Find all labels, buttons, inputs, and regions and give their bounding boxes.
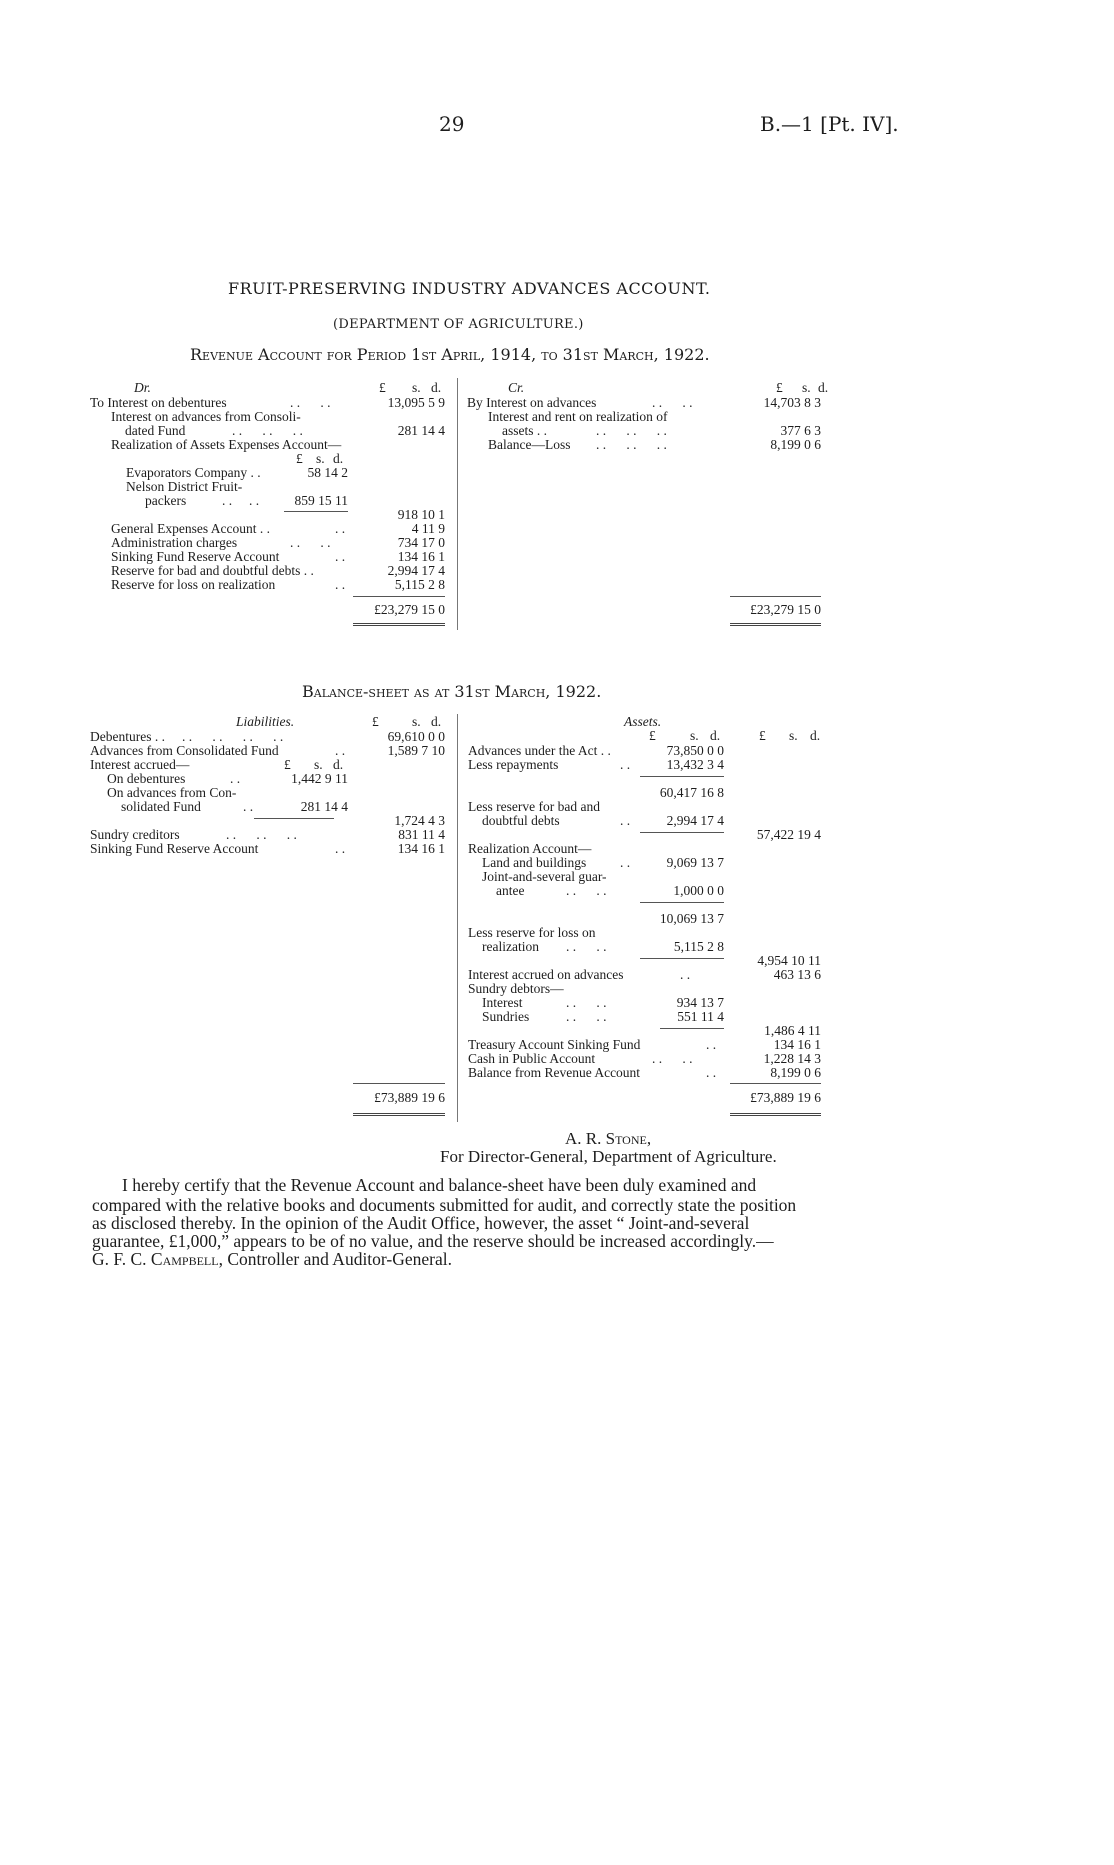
- total-double-rule: [353, 1113, 445, 1116]
- subtotal-rule: [640, 902, 724, 903]
- assets-interest: Interest: [482, 995, 523, 1010]
- assets-land-amount: 9,069 13 7: [666, 855, 724, 870]
- assets-less-repayments: Less repayments: [468, 757, 559, 772]
- assets-less-reserve-loss: Less reserve for loss on: [468, 925, 596, 940]
- dr-reserve-bad-amount: 2,994 17 4: [387, 563, 445, 578]
- assets-land: Land and buildings: [482, 855, 587, 870]
- liab-sinking-amount: 134 16 1: [397, 841, 445, 856]
- cr-interest-advances: By Interest on advances: [467, 395, 597, 410]
- leader-dots: . . . .: [566, 883, 607, 898]
- liab-sundry-creditors: Sundry creditors: [90, 827, 180, 842]
- liab-sundry-creditors-amount: 831 11 4: [398, 827, 445, 842]
- liab-on-advances-amount: 281 14 4: [300, 799, 348, 814]
- leader-dots: . .: [243, 799, 254, 814]
- certificate-line-3: as disclosed thereby. In the opinion of the Audit Office, however, the asset “ Joint-and-several: [92, 1213, 750, 1233]
- assets-cash: Cash in Public Account: [468, 1051, 596, 1066]
- assets-label: Assets.: [624, 714, 662, 729]
- dr-interest-advances: Interest on advances from Consoli-: [111, 409, 301, 424]
- dr-reserve-loss: Reserve for loss on realization: [111, 577, 276, 592]
- assets-advances-act: Advances under the Act . .: [468, 743, 611, 758]
- dr-sinking-amount: 134 16 1: [397, 549, 445, 564]
- total-double-rule: [730, 623, 821, 626]
- assets-balance-revenue-amount: 8,199 0 6: [770, 1065, 821, 1080]
- liab-advances-amount: 1,589 7 10: [387, 743, 445, 758]
- assets-joint-amount: 1,000 0 0: [673, 883, 724, 898]
- subtotal-rule: [254, 818, 334, 819]
- leader-dots: . .: [680, 967, 691, 982]
- dr-interest-advances-amount: 281 14 4: [397, 423, 445, 438]
- leader-dots: . .: [620, 813, 631, 828]
- assets-realization: Realization Account—: [468, 841, 592, 856]
- assets-less-reserve-bad-amount: 2,994 17 4: [666, 813, 724, 828]
- cr-interest-rent-cont: assets . .: [502, 423, 547, 438]
- liab-sinking: Sinking Fund Reserve Account: [90, 841, 259, 856]
- leader-dots: . . . .: [222, 493, 260, 508]
- leader-dots: . .: [620, 757, 631, 772]
- dr-sinking: Sinking Fund Reserve Account: [111, 549, 280, 564]
- dr-interest-advances-cont: dated Fund: [125, 423, 186, 438]
- dr-evaporators: Evaporators Company . .: [126, 465, 261, 480]
- assets-less-reserve-bad-cont: doubtful debts: [482, 813, 560, 828]
- dr-sub-pounds: £: [296, 451, 303, 466]
- dr-nelson-amount: 859 15 11: [294, 493, 348, 508]
- leader-dots: . . . .: [290, 535, 331, 550]
- liab-sub-shillings: s.: [314, 757, 323, 772]
- dr-general-expenses-amount: 4 11 9: [411, 521, 445, 536]
- total-rule: [353, 1083, 445, 1084]
- page-number: 29: [439, 112, 465, 136]
- total-double-rule: [730, 1113, 821, 1116]
- dr-interest-debentures-amount: 13,095 5 9: [387, 395, 445, 410]
- leader-dots: . .: [230, 771, 241, 786]
- leader-dots: . . . . . .: [596, 437, 667, 452]
- department-subtitle: (DEPARTMENT OF AGRICULTURE.): [333, 317, 584, 332]
- assets-col2-pounds: £: [759, 728, 766, 743]
- leader-dots: . . . .: [566, 939, 607, 954]
- dr-total: £23,279 15 0: [374, 602, 445, 617]
- liab-interest-total: 1,724 4 3: [394, 813, 445, 828]
- leader-dots: . . . .: [652, 1051, 693, 1066]
- leader-dots: . . . .: [290, 395, 331, 410]
- leader-dots: . . . . . .: [226, 827, 297, 842]
- assets-sundry-debtors: Sundry debtors—: [468, 981, 564, 996]
- assets-treasury-amount: 134 16 1: [773, 1037, 821, 1052]
- leader-dots: . . . . . . . .: [182, 729, 284, 744]
- assets-treasury: Treasury Account Sinking Fund: [468, 1037, 641, 1052]
- dr-label: Dr.: [134, 380, 151, 395]
- dr-interest-debentures: To Interest on debentures: [90, 395, 227, 410]
- dr-sub-pence: d.: [333, 451, 344, 466]
- balance-heading: Balance-sheet as at 31st March, 1922.: [302, 682, 602, 701]
- assets-joint-cont: antee: [496, 883, 525, 898]
- liab-col-pence: d.: [431, 714, 442, 729]
- cr-interest-rent-amount: 377 6 3: [780, 423, 821, 438]
- cr-balance-loss-amount: 8,199 0 6: [770, 437, 821, 452]
- liab-debentures-amount: 69,610 0 0: [387, 729, 445, 744]
- assets-realization-net: 4,954 10 11: [757, 953, 821, 968]
- certificate-signer: G. F. C. Campbell,: [92, 1249, 223, 1269]
- assets-sundries-amount: 551 11 4: [677, 1009, 724, 1024]
- liab-total: £73,889 19 6: [374, 1090, 445, 1105]
- dr-col-shillings: s.: [412, 380, 421, 395]
- leader-dots: . .: [706, 1065, 717, 1080]
- dr-evaporators-amount: 58 14 2: [307, 465, 348, 480]
- document-reference: B.—1 [Pt. IV].: [760, 112, 899, 136]
- cr-balance-loss: Balance—Loss: [488, 437, 571, 452]
- dr-realization-total: 918 10 1: [397, 507, 445, 522]
- certificate-signer-role: Controller and Auditor-General.: [227, 1249, 452, 1269]
- liab-on-advances-cont: solidated Fund: [121, 799, 201, 814]
- leader-dots: . . . . . .: [596, 423, 667, 438]
- subtotal-rule: [640, 832, 724, 833]
- liab-sub-pounds: £: [284, 757, 291, 772]
- assets-less-repayments-amount: 13,432 3 4: [666, 757, 724, 772]
- assets-less-reserve-loss-cont: realization: [482, 939, 539, 954]
- dr-nelson-cont: packers: [145, 493, 187, 508]
- certificate-line-2: compared with the relative books and documents submitted for audit, and correctly state the position: [92, 1195, 797, 1215]
- dr-realization-expenses: Realization of Assets Expenses Account—: [111, 437, 342, 452]
- dr-nelson: Nelson District Fruit-: [126, 479, 243, 494]
- leader-dots: . .: [335, 549, 346, 564]
- leader-dots: . .: [620, 855, 631, 870]
- assets-col2-shillings: s.: [789, 728, 798, 743]
- assets-net-after-bad: 57,422 19 4: [756, 827, 821, 842]
- dr-col-pence: d.: [431, 380, 442, 395]
- leader-dots: . .: [335, 521, 346, 536]
- signature-title: For Director-General, Department of Agriculture.: [440, 1147, 777, 1166]
- assets-joint: Joint-and-several guar-: [482, 869, 607, 884]
- assets-realization-subtotal: 10,069 13 7: [659, 911, 724, 926]
- leader-dots: . . . . . .: [232, 423, 303, 438]
- liab-on-advances: On advances from Con-: [107, 785, 237, 800]
- dr-reserve-bad: Reserve for bad and doubtful debts . .: [111, 563, 314, 578]
- dr-admin: Administration charges: [111, 535, 238, 550]
- assets-balance-revenue: Balance from Revenue Account: [468, 1065, 641, 1080]
- liab-interest-accrued: Interest accrued—: [90, 757, 190, 772]
- liab-col-shillings: s.: [412, 714, 421, 729]
- total-rule: [730, 596, 821, 597]
- leader-dots: . . . .: [566, 995, 607, 1010]
- cr-label: Cr.: [508, 380, 525, 395]
- revenue-divider: [457, 378, 458, 630]
- dr-sub-shillings: s.: [316, 451, 325, 466]
- assets-col-pence: d.: [710, 728, 721, 743]
- assets-interest-accrued: Interest accrued on advances: [468, 967, 624, 982]
- assets-interest-accrued-amount: 463 13 6: [773, 967, 821, 982]
- cr-col-shillings: s.: [802, 380, 811, 395]
- total-rule: [730, 1083, 821, 1084]
- certificate-line-4: guarantee, £1,000,” appears to be of no value, and the reserve should be increased accordingly.—: [92, 1231, 774, 1251]
- cr-interest-rent: Interest and rent on realization of: [488, 409, 668, 424]
- cr-total: £23,279 15 0: [750, 602, 821, 617]
- assets-total: £73,889 19 6: [750, 1090, 821, 1105]
- total-double-rule: [353, 623, 445, 626]
- liab-col-pounds: £: [372, 714, 379, 729]
- subtotal-rule: [640, 776, 724, 777]
- assets-less-reserve-loss-amount: 5,115 2 8: [673, 939, 724, 954]
- assets-col-shillings: s.: [690, 728, 699, 743]
- cr-col-pounds: £: [776, 380, 783, 395]
- certificate-signoff: [92, 1249, 452, 1270]
- assets-advances-act-amount: 73,850 0 0: [666, 743, 724, 758]
- dr-admin-amount: 734 17 0: [397, 535, 445, 550]
- assets-sundry-total: 1,486 4 11: [764, 1023, 821, 1038]
- leader-dots: . . . .: [652, 395, 693, 410]
- cr-interest-advances-amount: 14,703 8 3: [763, 395, 821, 410]
- certificate-line-1: I hereby certify that the Revenue Account and balance-sheet have been duly examined and: [122, 1175, 757, 1195]
- signature-name: A. R. Stone,: [565, 1129, 652, 1148]
- leader-dots: . .: [335, 841, 346, 856]
- assets-sundries: Sundries: [482, 1009, 530, 1024]
- dr-col-pounds: £: [379, 380, 386, 395]
- assets-interest-amount: 934 13 7: [676, 995, 724, 1010]
- revenue-heading: Revenue Account for Period 1st April, 1914, to 31st March, 1922.: [190, 345, 710, 364]
- total-rule: [353, 596, 445, 597]
- assets-col2-pence: d.: [810, 728, 821, 743]
- liab-advances: Advances from Consolidated Fund: [90, 743, 279, 758]
- assets-cash-amount: 1,228 14 3: [763, 1051, 821, 1066]
- balance-divider: [457, 714, 458, 1122]
- liab-sub-pence: d.: [333, 757, 344, 772]
- leader-dots: . . . .: [566, 1009, 607, 1024]
- liab-debentures: Debentures . .: [90, 729, 165, 744]
- assets-less-reserve-bad: Less reserve for bad and: [468, 799, 600, 814]
- liab-on-debentures-amount: 1,442 9 11: [291, 771, 348, 786]
- leader-dots: . .: [335, 743, 346, 758]
- cr-col-pence: d.: [818, 380, 829, 395]
- dr-reserve-loss-amount: 5,115 2 8: [394, 577, 445, 592]
- leader-dots: . .: [706, 1037, 717, 1052]
- page-title: FRUIT-PRESERVING INDUSTRY ADVANCES ACCOUNT.: [228, 279, 711, 298]
- dr-general-expenses: General Expenses Account . .: [111, 521, 270, 536]
- subtotal-rule: [640, 958, 724, 959]
- liab-on-debentures: On debentures: [107, 771, 186, 786]
- assets-net-advances: 60,417 16 8: [659, 785, 724, 800]
- assets-col-pounds: £: [649, 728, 656, 743]
- subtotal-rule: [660, 1028, 724, 1029]
- leader-dots: . .: [335, 577, 346, 592]
- liabilities-label: Liabilities.: [236, 714, 295, 729]
